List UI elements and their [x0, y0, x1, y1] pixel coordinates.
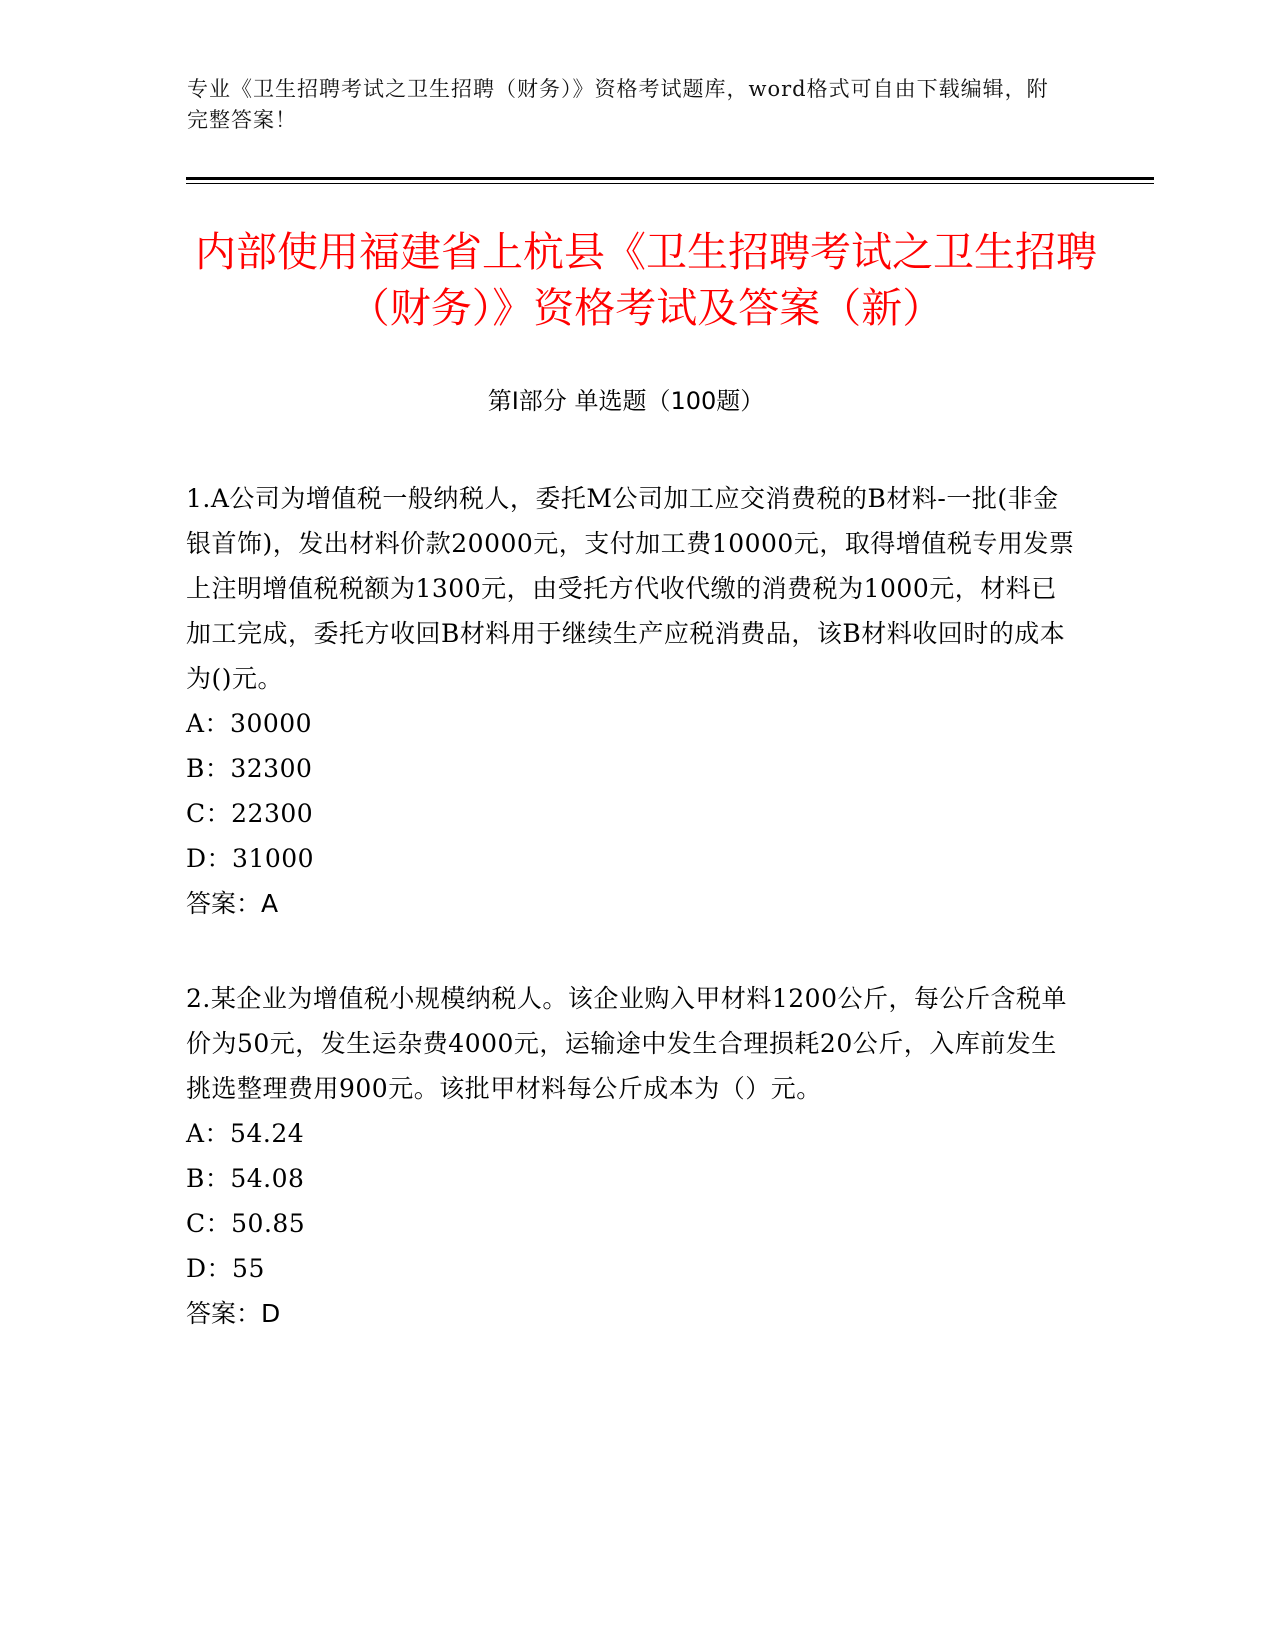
question-stem: 2.某企业为增值税小规模纳税人。该企业购入甲材料1200公斤，每公斤含税单价为50元，发生运杂费4000元，运输途中发生合理损耗20公斤，入库前发生挑选整理费用900元。该批甲材料每公斤成本为（）元。 — [186, 984, 1067, 1103]
option-d: D：31000 — [186, 844, 315, 873]
option-a: A：30000 — [186, 709, 313, 738]
answer-line: 答案：A — [186, 889, 279, 918]
option-d: D：55 — [186, 1254, 265, 1283]
answer-line: 答案：D — [186, 1299, 281, 1328]
option-c: C：22300 — [186, 799, 314, 828]
document-title: 内部使用福建省上杭县《卫生招聘考试之卫生招聘（财务）》资格考试及答案（新） — [195, 228, 1097, 332]
option-c: C：50.85 — [186, 1209, 306, 1238]
option-b: B：54.08 — [186, 1164, 305, 1193]
header-divider-thin — [186, 183, 1154, 184]
question-2 — [186, 976, 1076, 1336]
question-stem: 1.A公司为增值税一般纳税人，委托M公司加工应交消费税的B材料-一批(非金银首饰)，发出材料价款20000元，支付加工费10000元，取得增值税专用发票上注明增值税税额为1300元，由受托方代收代缴的消费税为1000元，材料已加工完成，委托方收回B材料用于继续生产应税消费品，该B材料收回时的成本为()元。 — [186, 484, 1075, 693]
option-b: B：32300 — [186, 754, 313, 783]
header-divider-thick — [186, 177, 1154, 180]
section-heading: 第Ⅰ部分 单选题（100题） — [487, 387, 765, 415]
question-1 — [186, 476, 1076, 926]
option-a: A：54.24 — [186, 1119, 305, 1148]
header-note: 专业《卫生招聘考试之卫生招聘（财务）》资格考试题库，word格式可自由下载编辑，附完整答案！ — [187, 77, 1049, 132]
